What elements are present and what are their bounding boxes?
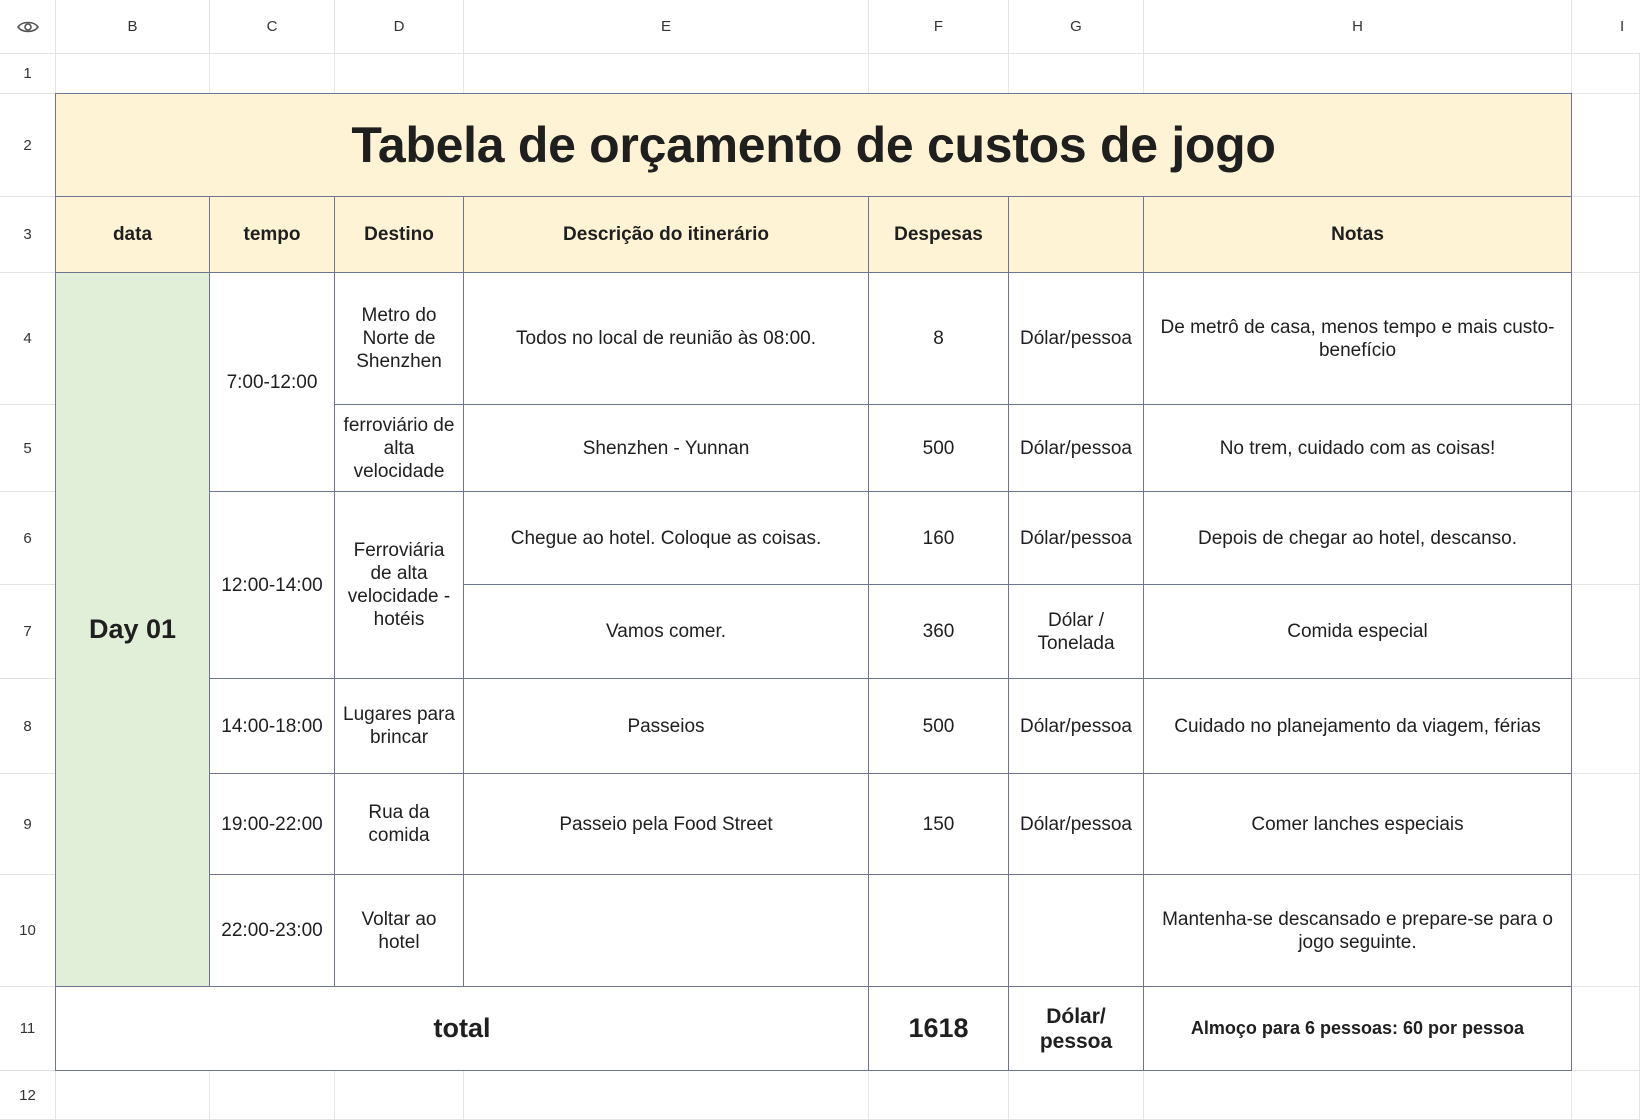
destination-cell[interactable]: Lugares para brincar [334,678,464,774]
destination-cell[interactable]: ferroviário de alta velocidade [334,404,464,492]
cell-h12[interactable] [1144,1071,1572,1120]
header-description[interactable]: Descrição do itinerário [463,196,869,273]
unit-cell[interactable]: Dólar / Tonelada [1008,584,1144,679]
expense-cell[interactable]: 8 [868,272,1009,405]
unit-cell[interactable]: Dólar/pessoa [1008,773,1144,875]
cell-i9[interactable] [1572,774,1640,875]
destination-cell[interactable]: Ferroviária de alta velocidade - hotéis [334,491,464,679]
header-destination[interactable]: Destino [334,196,464,273]
row-header-12[interactable]: 12 [0,1071,56,1120]
cell-i10[interactable] [1572,875,1640,987]
cell-b1[interactable] [56,54,210,94]
table-title[interactable]: Tabela de orçamento de custos de jogo [55,93,1572,197]
header-notes[interactable]: Notas [1143,196,1572,273]
total-value[interactable]: 1618 [868,986,1009,1071]
expense-cell[interactable]: 360 [868,584,1009,679]
unit-cell[interactable]: Dólar/pessoa [1008,678,1144,774]
destination-cell[interactable]: Rua da comida [334,773,464,875]
description-cell[interactable]: Shenzhen - Yunnan [463,404,869,492]
cell-i5[interactable] [1572,405,1640,492]
header-time[interactable]: tempo [209,196,335,273]
cell-d12[interactable] [335,1071,464,1120]
description-cell[interactable] [463,874,869,987]
total-label[interactable]: total [55,986,869,1071]
cell-h1[interactable] [1144,54,1572,94]
description-cell[interactable]: Chegue ao hotel. Coloque as coisas. [463,491,869,585]
time-slot[interactable]: 22:00-23:00 [209,874,335,987]
header-expenses[interactable]: Despesas [868,196,1009,273]
unit-cell[interactable] [1008,874,1144,987]
select-all-corner[interactable] [0,0,56,54]
note-cell[interactable]: Depois de chegar ao hotel, descanso. [1143,491,1572,585]
eye-icon [16,19,40,35]
column-header-c[interactable]: C [210,0,335,54]
cell-i6[interactable] [1572,492,1640,585]
description-cell[interactable]: Todos no local de reunião às 08:00. [463,272,869,405]
cell-i8[interactable] [1572,679,1640,774]
total-note[interactable]: Almoço para 6 pessoas: 60 por pessoa [1143,986,1572,1071]
column-header-d[interactable]: D [335,0,464,54]
column-header-h[interactable]: H [1144,0,1572,54]
cell-c12[interactable] [210,1071,335,1120]
total-unit[interactable]: Dólar/ pessoa [1008,986,1144,1071]
cell-f1[interactable] [869,54,1009,94]
cell-i3[interactable] [1572,197,1640,273]
column-header-e[interactable]: E [464,0,869,54]
row-header-2[interactable]: 2 [0,94,56,197]
cell-g1[interactable] [1009,54,1144,94]
unit-cell[interactable]: Dólar/pessoa [1008,272,1144,405]
row-header-10[interactable]: 10 [0,875,56,987]
cell-e1[interactable] [464,54,869,94]
column-header-g[interactable]: G [1009,0,1144,54]
cell-i12[interactable] [1572,1071,1640,1120]
expense-cell[interactable]: 160 [868,491,1009,585]
cell-i11[interactable] [1572,987,1640,1071]
expense-cell[interactable]: 500 [868,678,1009,774]
note-cell[interactable]: Mantenha-se descansado e prepare-se para o jogo seguinte. [1143,874,1572,987]
row-header-7[interactable]: 7 [0,585,56,679]
cell-b12[interactable] [56,1071,210,1120]
cell-g12[interactable] [1009,1071,1144,1120]
row-header-4[interactable]: 4 [0,273,56,405]
column-header-f[interactable]: F [869,0,1009,54]
time-slot[interactable]: 7:00-12:00 [209,272,335,492]
row-header-5[interactable]: 5 [0,405,56,492]
cell-i4[interactable] [1572,273,1640,405]
cell-i2[interactable] [1572,94,1640,197]
row-header-6[interactable]: 6 [0,492,56,585]
destination-cell[interactable]: Voltar ao hotel [334,874,464,987]
row-header-1[interactable]: 1 [0,54,56,94]
cell-e12[interactable] [464,1071,869,1120]
column-header-b[interactable]: B [56,0,210,54]
column-header-i[interactable]: I [1572,0,1640,54]
destination-cell[interactable]: Metro do Norte de Shenzhen [334,272,464,405]
time-slot[interactable]: 14:00-18:00 [209,678,335,774]
cell-i1[interactable] [1572,54,1640,94]
day-cell[interactable]: Day 01 [55,272,210,987]
expense-cell[interactable]: 150 [868,773,1009,875]
cell-f12[interactable] [869,1071,1009,1120]
header-unit[interactable] [1008,196,1144,273]
description-cell[interactable]: Vamos comer. [463,584,869,679]
note-cell[interactable]: Comida especial [1143,584,1572,679]
row-header-9[interactable]: 9 [0,774,56,875]
description-cell[interactable]: Passeios [463,678,869,774]
description-cell[interactable]: Passeio pela Food Street [463,773,869,875]
header-date[interactable]: data [55,196,210,273]
unit-cell[interactable]: Dólar/pessoa [1008,404,1144,492]
note-cell[interactable]: No trem, cuidado com as coisas! [1143,404,1572,492]
cell-c1[interactable] [210,54,335,94]
row-header-11[interactable]: 11 [0,987,56,1071]
expense-cell[interactable] [868,874,1009,987]
note-cell[interactable]: Cuidado no planejamento da viagem, férias [1143,678,1572,774]
cell-i7[interactable] [1572,585,1640,679]
expense-cell[interactable]: 500 [868,404,1009,492]
note-cell[interactable]: Comer lanches especiais [1143,773,1572,875]
time-slot[interactable]: 12:00-14:00 [209,491,335,679]
note-cell[interactable]: De metrô de casa, menos tempo e mais custo-benefício [1143,272,1572,405]
unit-cell[interactable]: Dólar/pessoa [1008,491,1144,585]
row-header-8[interactable]: 8 [0,679,56,774]
cell-d1[interactable] [335,54,464,94]
row-header-3[interactable]: 3 [0,197,56,273]
time-slot[interactable]: 19:00-22:00 [209,773,335,875]
